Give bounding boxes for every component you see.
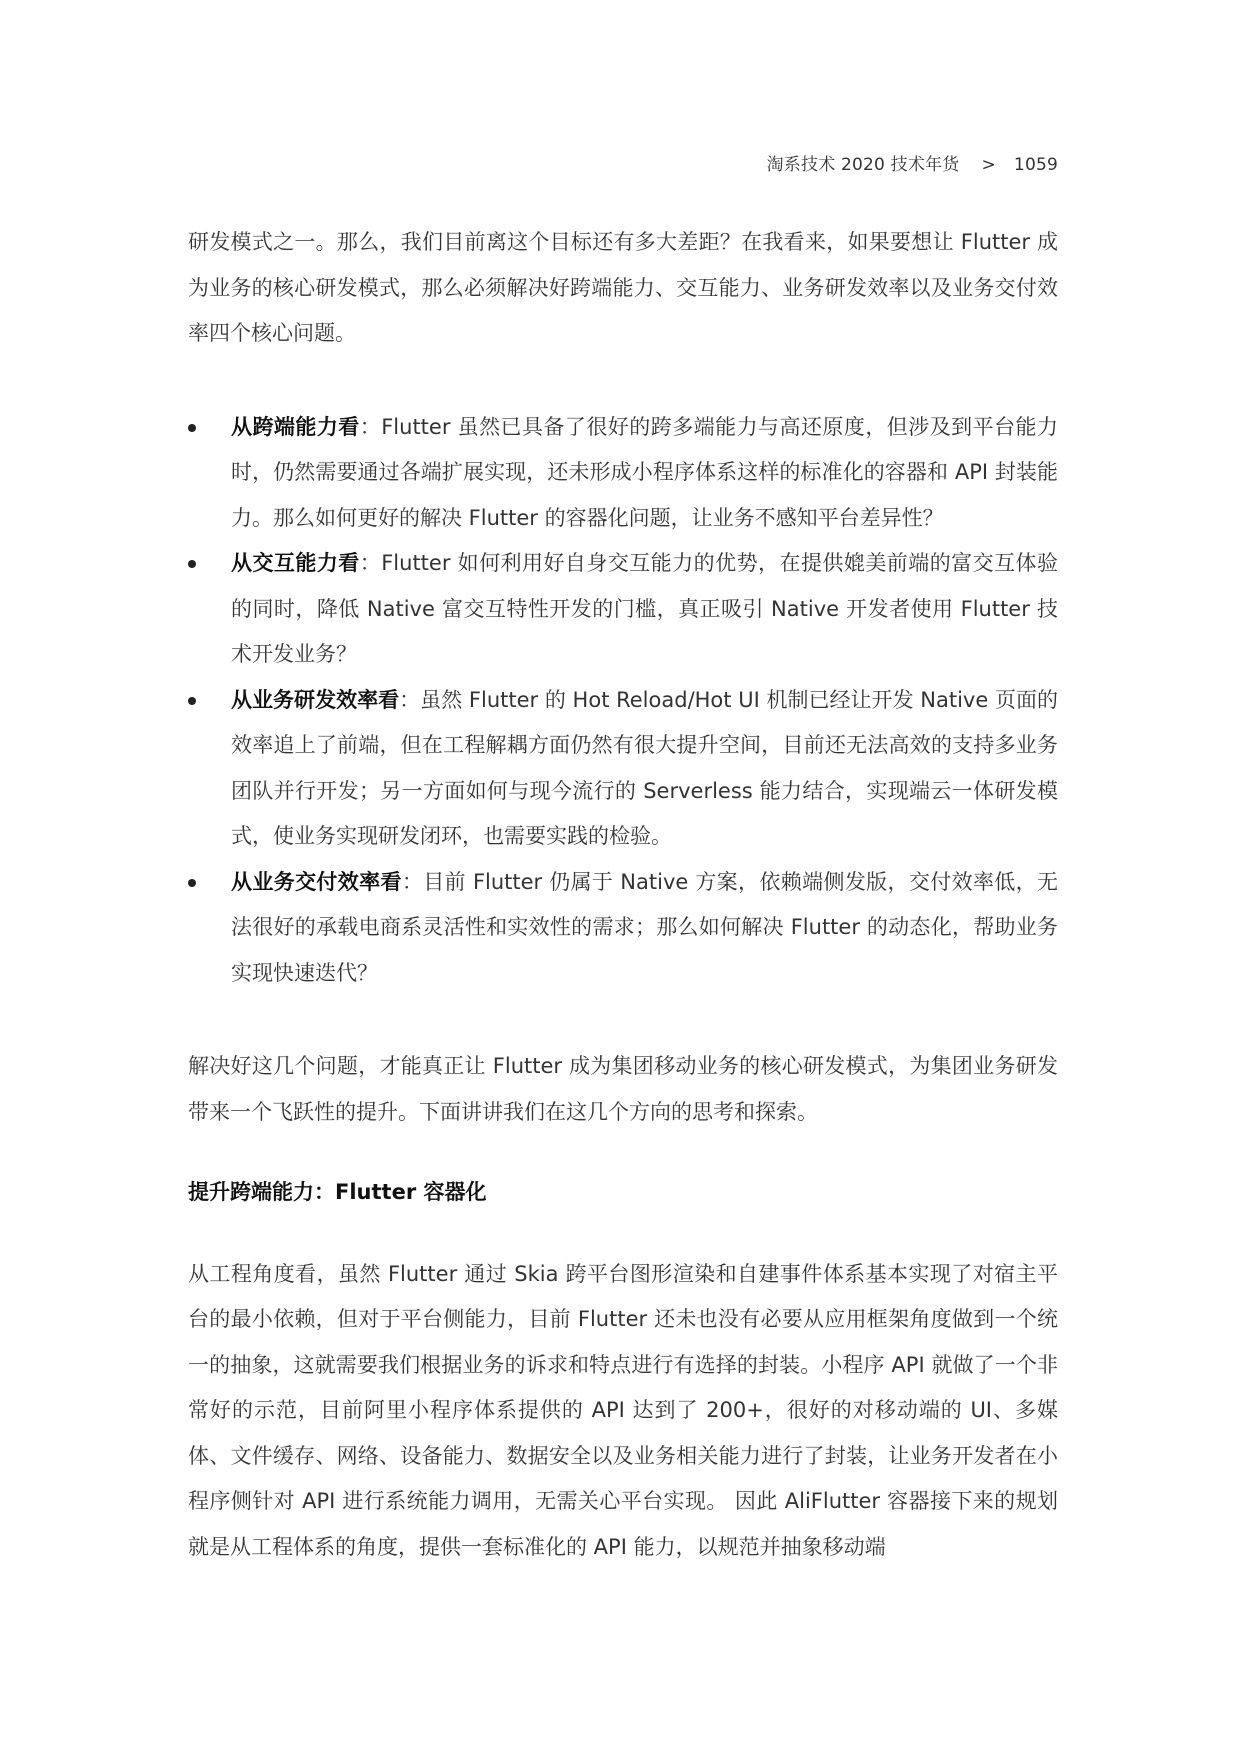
page-body [188,220,1058,1570]
summary-paragraph: 解决好这几个问题，才能真正让 Flutter 成为集团移动业务的核心研发模式，为集团业务研发带来一个飞跃性的提升。下面讲讲我们在这几个方向的思考和探索。 [188,1054,1058,1124]
issue-list [188,405,1058,997]
header-separator: > [981,155,996,175]
running-header [767,150,1058,175]
page-number: 1059 [1013,155,1058,175]
list-item-lead: 从跨端能力看 [231,414,360,439]
list-item [188,860,1058,997]
list-item-lead: 从业务研发效率看 [231,687,400,712]
bullet-icon [188,424,196,432]
list-item-text: ：目前 Flutter 仍属于 Native 方案，依赖端侧发版，交付效率低，无法很好的承载电商系灵活性和实效性的需求；那么如何解决 Flutter 的动态化，帮助业务实现快速迭代？ [231,869,1059,985]
list-item [188,405,1058,542]
bullet-icon [188,879,196,887]
bullet-icon [188,560,196,568]
list-item [188,678,1058,860]
intro-paragraph: 研发模式之一。那么，我们目前离这个目标还有多大差距？在我看来，如果要想让 Flutter 成为业务的核心研发模式，那么必须解决好跨端能力、交互能力、业务研发效率以及业务交付效率四个核心问题。 [188,230,1058,345]
list-item [188,541,1058,678]
bullet-icon [188,697,196,705]
book-title: 淘系技术 2020 技术年货 [766,155,960,175]
list-item-lead: 从交互能力看 [231,551,360,575]
list-item-text: ：虽然 Flutter 的 Hot Reload/Hot UI 机制已经让开发 Native 页面的效率追上了前端，但在工程解耦方面仍然有很大提升空间，目前还无法高效的支持多业务团队并行开发；另一方面如何与现今流行的 Serverless 能力结合，实现端云一体研发模式，使业务实现研发闭环，也需要实践的检验。 [231,687,1059,848]
list-item-text: ：Flutter 如何利用好自身交互能力的优势，在提供媲美前端的富交互体验的同时，降低 Native 富交互特性开发的门槛，真正吸引 Native 开发者使用 Flutter 技术开发业务？ [231,551,1059,666]
list-item-lead: 从业务交付效率看 [231,869,402,894]
list-item-text: ：Flutter 虽然已具备了很好的跨多端能力与高还原度，但涉及到平台能力时，仍然需要通过各端扩展实现，还未形成小程序体系这样的标准化的容器和 API 封装能力。那么如何更好的解决 Flutter 的容器化问题，让业务不感知平台差异性？ [231,414,1059,530]
section-paragraph: 从工程角度看，虽然 Flutter 通过 Skia 跨平台图形渲染和自建事件体系基本实现了对宿主平台的最小依赖，但对于平台侧能力，目前 Flutter 还未也没有必要从应用框架角度做到一个统一的抽象，这就需要我们根据业务的诉求和特点进行有选择的封装。小程序 API 就做了一个非常好的示范，目前阿里小程序体系提供的 API 达到了 200+，很好的对移动端的 UI、多媒体、文件缓存、网络、设备能力、数据安全以及业务相关能力进行了封装，让业务开发者在小程序侧针对 API 进行系统能力调用，无需关心平台实现。 因此 AliFlutter 容器接下来的规划就是从工程体系的角度，提供一套标准化的 API 能力，以规范并抽象移动端 [188,1261,1058,1559]
section-heading: 提升跨端能力：Flutter 容器化 [188,1180,487,1204]
